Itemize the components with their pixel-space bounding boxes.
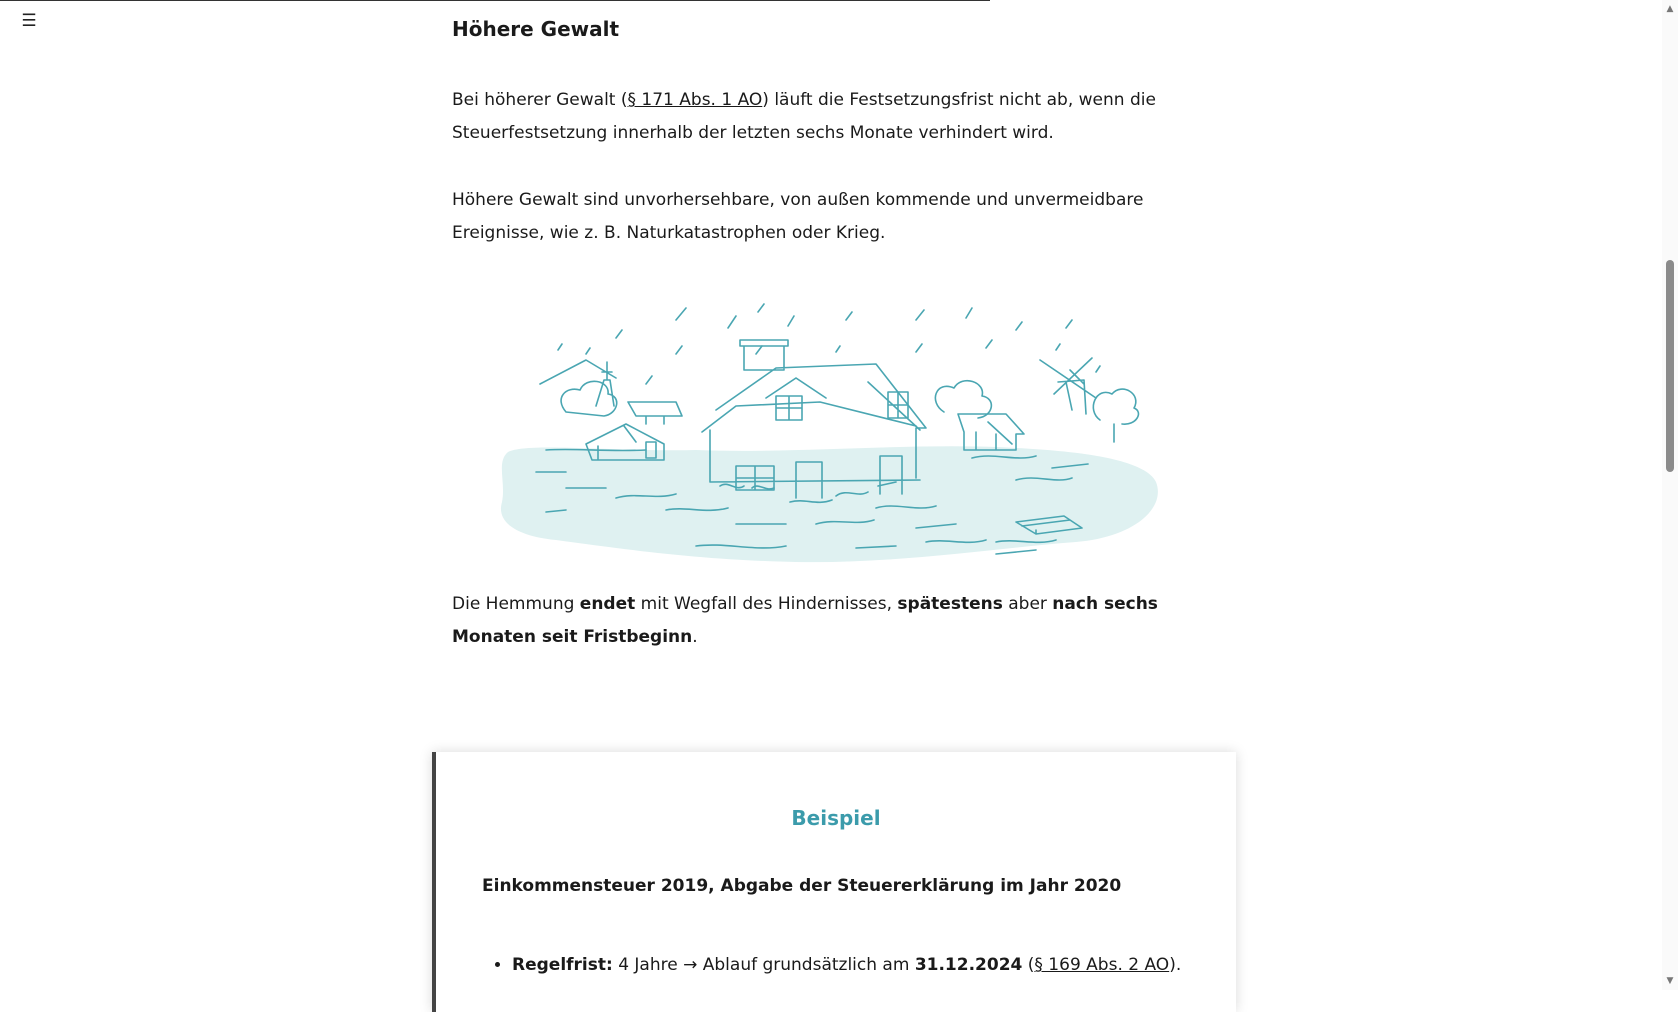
scroll-thumb[interactable] [1666,260,1674,472]
paragraph-definition: Höhere Gewalt sind unvorhersehbare, von außen kommende und unvermeidbare Ereignisse, wie z. B. Naturkatastrophen oder Krieg. [452,190,1144,243]
top-border [0,0,990,1]
example-card [432,752,1236,1012]
paragraph-hoehere-gewalt: Bei höherer Gewalt (§ 171 Abs. 1 AO) läuft die Festsetzungsfrist nicht ab, wenn die Steuerfestsetzung innerhalb der letzten sechs Monate verhindert wird. [452,90,1156,143]
scroll-down-icon[interactable]: ▼ [1666,976,1674,986]
example-subtitle: Einkommensteuer 2019, Abgabe der Steuererklärung im Jahr 2020 [482,876,1122,896]
link-171-ao[interactable]: § 171 Abs. 1 AO [627,90,763,110]
rain-lines [558,304,1100,384]
example-title: Beispiel [791,806,881,830]
list-item: • Regelfrist: 4 Jahre → Ablauf grundsätzlich am 31.12.2024 (§ 169 Abs. 2 AO). [512,950,1181,980]
menu-icon[interactable]: ☰ [21,11,37,31]
flood-illustration [496,302,1176,584]
example-list [482,950,1181,980]
scroll-up-icon[interactable]: ▲ [1666,4,1674,14]
scrollbar[interactable] [1662,0,1678,990]
water-area [501,446,1158,562]
link-169-ao[interactable]: § 169 Abs. 2 AO [1034,955,1170,975]
section-title: Höhere Gewalt [452,17,620,41]
paragraph-hemmung: Die Hemmung endet mit Wegfall des Hindernisses, spätestens aber nach sechs Monaten seit Fristbeginn. [452,594,1158,647]
